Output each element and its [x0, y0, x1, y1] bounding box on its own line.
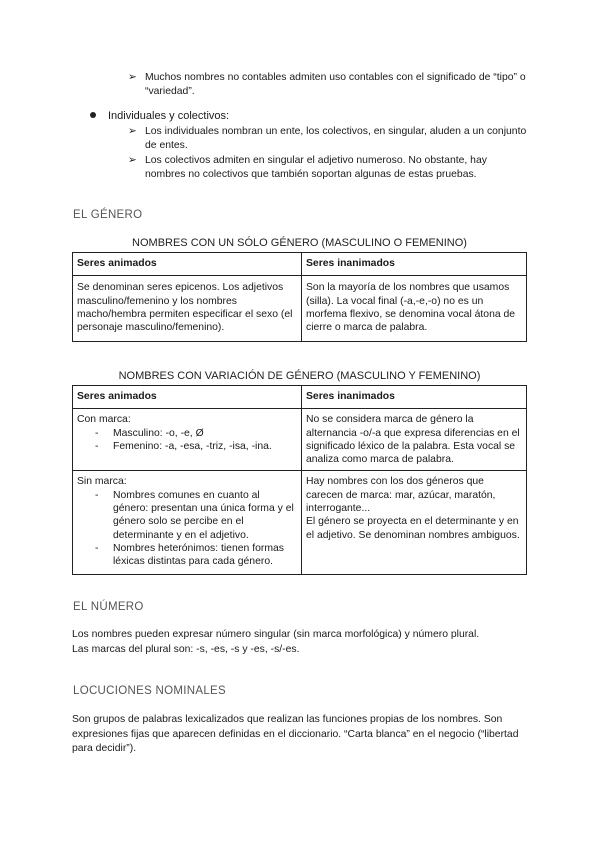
arrow-bullet-icon: ➢: [128, 155, 137, 166]
arrow-bullet-icon: ➢: [128, 126, 137, 137]
cell-subtitle: Con marca:: [77, 414, 131, 426]
table-title-variation-gender: NOMBRES CON VARIACIÓN DE GÉNERO (MASCULINO Y FEMENINO): [118, 370, 481, 382]
list-item-text: Masculino: -o, -e, Ø: [113, 427, 204, 439]
table-header-animados: Seres animados: [73, 253, 302, 276]
table-variation-gender: [72, 385, 527, 575]
table-header-inanimados: Seres inanimados: [302, 253, 527, 276]
paragraph-locuciones: Son grupos de palabras lexicalizados que realizan las funciones propias de los nombres. Son expresiones fijas que aparecen definidas en el diccionario. “Carta blanca” en el negocio (“libertad para decidir”).: [72, 714, 519, 754]
cell-subtitle: Sin marca:: [77, 476, 127, 488]
paragraph-line: Las marcas del plural son: -s, -es, -s y -es, -s/-es.: [72, 643, 300, 655]
table-header-inanimados: Seres inanimados: [302, 386, 527, 409]
dash-list: [77, 489, 297, 569]
arrow-item: [128, 71, 528, 99]
list-item-text: Nombres comunes en cuanto al género: presentan una única forma y el género solo se percibe en el determinante y en el adjetivo.: [113, 489, 294, 541]
paragraph-line: Los nombres pueden expresar número singular (sin marca morfológica) y número plural.: [72, 629, 480, 640]
bullet-dot-icon: [90, 112, 96, 118]
section-heading-genero: EL GÉNERO: [73, 209, 143, 221]
section-heading-locuciones: LOCUCIONES NOMINALES: [73, 685, 226, 697]
arrow-item-text: Los colectivos admiten en singular el adjetivo numeroso. No obstante, hay nombres no colectivos que también soportan algunas de estas pruebas.: [145, 155, 487, 180]
section-heading-numero: EL NÚMERO: [73, 601, 144, 613]
table-cell: [302, 471, 527, 574]
arrow-item: [128, 125, 528, 153]
arrow-item: [128, 154, 528, 182]
list-item: - Femenino: -a, -esa, -triz, -isa, -ina.: [95, 440, 272, 452]
table-cell: [73, 409, 302, 471]
table-single-gender: [72, 252, 527, 342]
bullet-item: [90, 109, 229, 123]
bullet-item-text: Individuales y colectivos:: [108, 110, 230, 122]
arrow-item-text: Muchos nombres no contables admiten uso contables con el significado de “tipo” o “variedad”.: [145, 72, 526, 97]
table-header-animados: Seres animados: [73, 386, 302, 409]
dash-list: [77, 427, 297, 454]
table-cell: [73, 471, 302, 574]
list-item-text: Nombres heterónimos: tienen formas léxicas distintas para cada género.: [113, 542, 284, 568]
arrow-bullet-icon: ➢: [128, 72, 137, 83]
list-item-text: Femenino: -a, -esa, -triz, -isa, -ina.: [113, 440, 272, 452]
table-cell: Son la mayoría de los nombres que usamos (silla). La vocal final (-a,-e,-o) no es un morfema flexivo, se denomina vocal átona de cierre o marca de palabra.: [302, 276, 527, 342]
list-item: - Nombres heterónimos: tienen formas léxicas distintas para cada género.: [95, 542, 284, 568]
table-cell: No se considera marca de género la alternancia -o/-a que expresa diferencias en el significado léxico de la palabra. Esta vocal se analiza como marca de palabra.: [302, 409, 527, 471]
table-cell: Se denominan seres epicenos. Los adjetivos masculino/femenino y los nombres macho/hembra permiten especificar el sexo (el personaje masculino/femenino).: [73, 276, 302, 342]
paragraph-numero: [72, 628, 532, 657]
cell-paragraph: El género se proyecta en el determinante y en el adjetivo. Se denominan nombres ambiguos.: [306, 516, 520, 541]
table-title-single-gender: NOMBRES CON UN SÓLO GÉNERO (MASCULINO O FEMENINO): [132, 237, 467, 249]
arrow-item-text: Los individuales nombran un ente, los colectivos, en singular, aluden a un conjunto de entes.: [145, 126, 527, 151]
list-item: - Masculino: -o, -e, Ø: [95, 427, 204, 439]
list-item: - Nombres comunes en cuanto al género: presentan una única forma y el género solo se percibe en el determinante y en el adjetivo.: [95, 489, 294, 541]
cell-paragraph: Hay nombres con los dos géneros que carecen de marca: mar, azúcar, maratón, interrogante...: [306, 476, 496, 515]
